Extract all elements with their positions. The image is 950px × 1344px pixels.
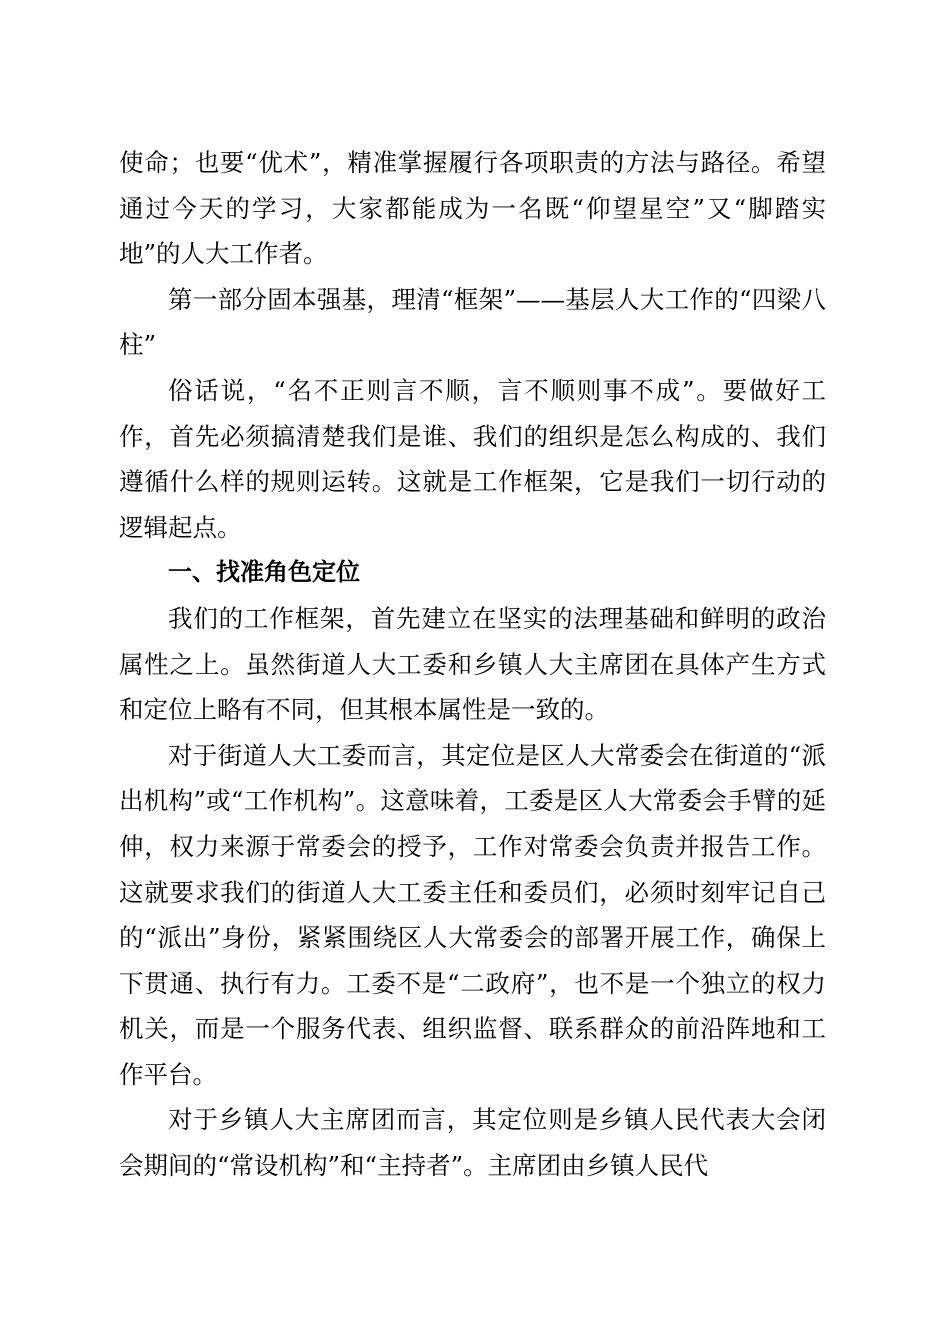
paragraph-intro-continuation: 使命；也要“优术”，精准掌握履行各项职责的方法与路径。希望通过今天的学习，大家都能成为一名既“仰望星空”又“脚踏实地”的人大工作者。 <box>119 148 826 269</box>
paragraph-framework-intro: 俗话说，“名不正则言不顺，言不顺则事不成”。要做好工作，首先必须搞清楚我们是谁、我们的组织是怎么构成的、我们遵循什么样的规则运转。这就是工作框架，它是我们一切行动的逻辑起点。 <box>119 375 826 542</box>
paragraph-street-committee: 对于街道人大工委而言，其定位是区人大常委会在街道的“派出机构”或“工作机构”。这意味着，工委是区人大常委会手臂的延伸，权力来源于常委会的授予，工作对常委会负责并报告工作。这就要求我们的街道人大工委主任和委员们，必须时刻牢记自己的“派出”身份，紧紧围绕区人大常委会的部署开展工作，确保上下贯通、执行有力。工委不是“二政府”，也不是一个独立的权力机关，而是一个服务代表、组织监督、联系群众的前沿阵地和工作平台。 <box>119 740 826 1089</box>
section-title-part-one: 第一部分固本强基，理清“框架”——基层人大工作的“四梁八柱” <box>119 284 826 360</box>
paragraph-legal-basis: 我们的工作框架，首先建立在坚实的法理基础和鲜明的政治属性之上。虽然街道人大工委和乡镇人大主席团在具体产生方式和定位上略有不同，但其根本属性是一致的。 <box>119 603 826 725</box>
heading-role-positioning: 一、找准角色定位 <box>168 558 360 587</box>
paragraph-township-presidium: 对于乡镇人大主席团而言，其定位则是乡镇人民代表大会闭会期间的“常设机构”和“主持者”。主席团由乡镇人民代 <box>119 1105 826 1181</box>
document-page <box>119 140 826 1189</box>
